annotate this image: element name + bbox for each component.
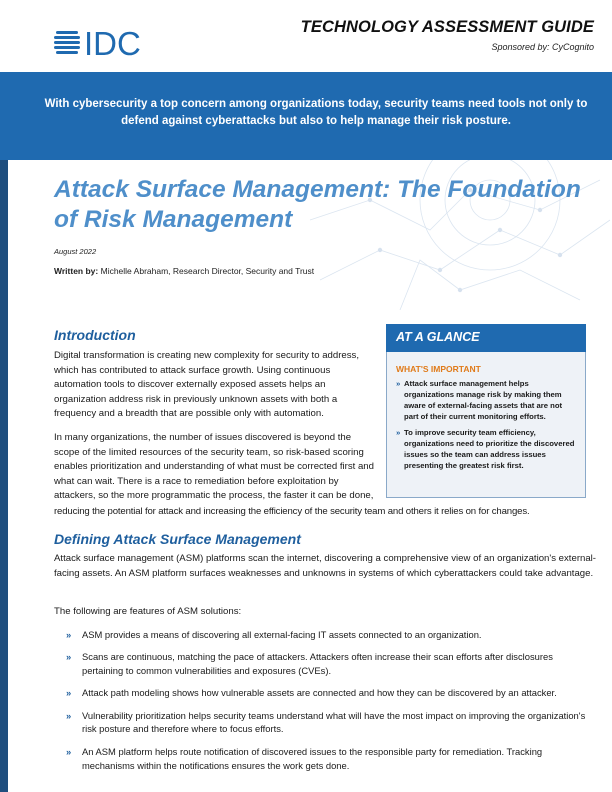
chevron-double-right-icon: »: [66, 687, 72, 699]
page-title: Attack Surface Management: The Foundation of Risk Management: [54, 176, 581, 233]
logo-text: IDC: [84, 25, 141, 62]
chevron-double-right-icon: »: [396, 379, 401, 388]
feature-text: Attack path modeling shows how vulnerable assets are connected and how they can be discovered by an attacker.: [82, 687, 557, 699]
author-name: Michelle Abraham, Research Director, Security and Trust: [100, 266, 315, 276]
chevron-double-right-icon: »: [66, 629, 72, 640]
author-label: Written by:: [54, 266, 99, 276]
chevron-double-right-icon: »: [66, 745, 72, 757]
idc-logo: [54, 22, 174, 62]
glance-item-text: To improve security team efficiency, organizations need to prioritize the discovered issues so the team can address issues presenting the greatest risk first.: [404, 428, 575, 470]
glance-list: [396, 378, 578, 476]
glance-item: [396, 378, 578, 422]
feature-text: An ASM platform helps route notification of discovered issues to the responsible party for remediation. Tracking mechanisms within the notifications ensures the work gets done.: [82, 745, 543, 771]
glance-item-text: Attack surface management helps organizations manage risk by making them aware of external-facing assets that are not part of their current monitoring efforts.: [404, 379, 563, 421]
asm-features-list: [66, 628, 596, 781]
feature-text: Scans are continuous, matching the pace of attackers. Attackers often increase their scan efforts after disclosures pertaining to common vulnerabilities and exposures (CVEs).: [82, 651, 553, 677]
feature-item: [66, 650, 596, 678]
author-line: [54, 266, 314, 276]
feature-item: [66, 745, 596, 773]
feature-item: [66, 686, 596, 700]
whats-important-label: WHAT'S IMPORTANT: [396, 364, 481, 374]
introduction-paragraph-2-end: reducing the potential for attack and increasing the efficiency of the security team and others it relies on for changes.: [54, 506, 530, 517]
defining-asm-heading: Defining Attack Surface Management: [54, 531, 301, 547]
at-a-glance-title: AT A GLANCE: [396, 330, 480, 344]
introduction-heading: Introduction: [54, 327, 136, 343]
defining-paragraph-2: The following are features of ASM solutions:: [54, 606, 242, 617]
document-type: TECHNOLOGY ASSESSMENT GUIDE: [300, 18, 594, 36]
introduction-paragraph-2: In many organizations, the number of issues discovered is beyond the scope of the limited resources of the security team, so risk-based scoring enables prioritization and understanding of what must be corrected first and what can wait. There is a race to remediation before exploitation by attackers, so the more programmatic the process, the faster it can be done,: [54, 432, 374, 502]
chevron-double-right-icon: »: [66, 709, 72, 721]
left-accent-strip: [0, 160, 8, 792]
glance-item: [396, 427, 578, 471]
chevron-double-right-icon: »: [66, 651, 72, 663]
chevron-double-right-icon: »: [396, 428, 401, 437]
introduction-paragraph-1: Digital transformation is creating new complexity for security to address, which has contributed to attack surface growth. Using continuous automation tools to discover externally exposed assets helps an organization address risk in previously unknown assets with both a frequency and a breadth that are possible only with automation.: [54, 350, 359, 420]
feature-text: Vulnerability prioritization helps security teams understand what will have the most impact on improving the organization's risk posture and therefore where to focus efforts.: [82, 709, 586, 735]
feature-text: ASM provides a means of discovering all external-facing IT assets connected to an organization.: [82, 629, 482, 640]
sponsor-line: Sponsored by: CyCognito: [491, 42, 594, 52]
banner-text: With cybersecurity a top concern among organizations today, security teams need tools not only to defend against cyberattacks but also to help manage their risk posture.: [44, 98, 588, 127]
defining-paragraph-1: Attack surface management (ASM) platforms scan the internet, discovering a comprehensive view of an organization's external-facing assets. An ASM platform surfaces weaknesses and unknowns in systems of which cyberattackers could take advantage.: [54, 553, 597, 579]
publication-date: August 2022: [54, 247, 97, 256]
feature-item: [66, 628, 596, 642]
feature-item: [66, 709, 596, 737]
